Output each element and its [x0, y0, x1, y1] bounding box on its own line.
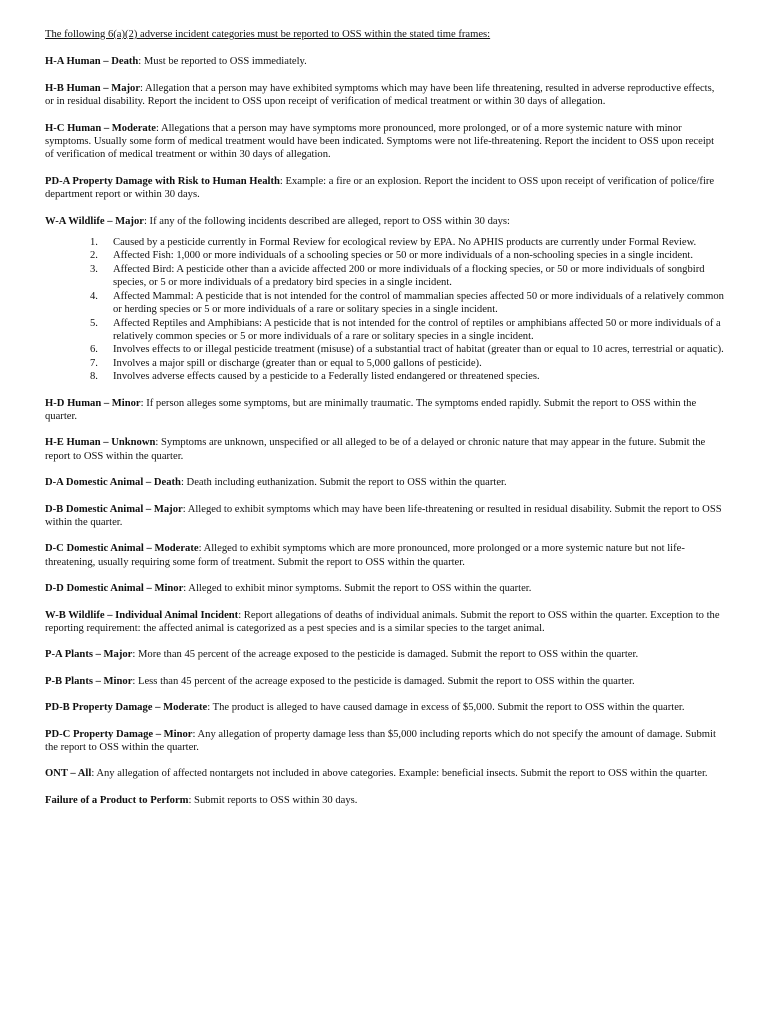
list-item: [45, 290, 725, 317]
category-p-b: [45, 675, 725, 688]
category-d-d: [45, 582, 725, 595]
list-number: 4.: [90, 290, 98, 302]
list-text: Involves effects to or illegal pesticide treatment (misuse) of a substantial tract of habitat (greater than or equal to 10 acres, terrestrial or aquatic).: [113, 344, 724, 356]
category-description: : Death including euthanization. Submit the report to OSS within the quarter.: [180, 477, 507, 489]
list-number: 5.: [90, 317, 98, 329]
category-term: PD-B Property Damage – Moderate: [45, 702, 208, 714]
list-text: Affected Bird: A pesticide other than a avicide affected 200 or more individuals of a flocking species, or 50 or more individuals of songbird species, or 5 or more individuals of a predatory bird species in a single incident.: [113, 263, 705, 289]
list-item: [45, 343, 725, 356]
list-number: 3.: [90, 263, 98, 275]
category-description: : Allegations that a person may have symptoms more pronounced, more prolonged, or of a more systemic nature with minor symptoms. Usually some form of medical treatment would have been indicated. Symptoms were not life-threatening. Report the incident to OSS upon receipt of verification of medical treatment or within 30 days of allegation.: [45, 122, 715, 161]
category-term: P-B Plants – Minor: [45, 675, 133, 687]
category-p-a: [45, 648, 725, 661]
category-term: D-B Domestic Animal – Major: [45, 503, 183, 515]
category-h-a: [45, 55, 725, 68]
category-description: : Example: a fire or an explosion. Report the incident to OSS upon receipt of verification of police/fire department report or within 30 days.: [45, 175, 715, 201]
wildlife-criteria-list: [45, 236, 725, 383]
category-pd-c: [45, 728, 725, 755]
list-item: [45, 249, 725, 262]
list-text: Caused by a pesticide currently in Formal Review for ecological review by EPA. No APHIS products are currently under Formal Review.: [113, 237, 697, 249]
category-h-b: [45, 82, 725, 109]
category-d-a: [45, 476, 725, 489]
category-w-b: [45, 609, 725, 636]
category-term: H-A Human – Death: [45, 56, 139, 68]
category-term: H-E Human – Unknown: [45, 437, 156, 449]
list-text: Affected Fish: 1,000 or more individuals of a schooling species or 50 or more individuals of a non-schooling species in a single incident.: [113, 250, 693, 262]
category-h-e: [45, 436, 725, 463]
category-term: PD-A Property Damage with Risk to Human Health: [45, 175, 280, 187]
list-text: Involves adverse effects caused by a pesticide to a Federally listed endangered or threatened species.: [113, 371, 540, 383]
category-term: ONT – All: [45, 768, 92, 780]
list-text: Affected Mammal: A pesticide that is not intended for the control of mammalian species affected 50 or more individuals of a relatively common or herding species or 5 or more individuals of a rare or solitary species in a single incident.: [113, 290, 724, 316]
category-term: W-B Wildlife – Individual Animal Incident: [45, 609, 239, 621]
category-description: : The product is alleged to have caused damage in excess of $5,000. Submit the report to OSS within the quarter.: [207, 702, 685, 714]
category-term: P-A Plants – Major: [45, 649, 133, 661]
entries-section-b: [45, 397, 725, 808]
category-description: : Alleged to exhibit symptoms which may have been life-threatening or resulted in residual disability. Submit the report to OSS within the quarter.: [45, 503, 722, 528]
list-item: [45, 317, 725, 344]
category-description: : If any of the following incidents described are alleged, report to OSS within 30 days:: [143, 215, 510, 227]
category-d-c: [45, 542, 725, 569]
category-pd-a: [45, 175, 725, 202]
category-term: D-A Domestic Animal – Death: [45, 477, 181, 489]
category-h-d: [45, 397, 725, 424]
category-description: : Alleged to exhibit symptoms which are more pronounced, more prolonged or a more systemic nature but not life-threatening, usually requiring some form of treatment. Submit the report to OSS within the quarter.: [45, 543, 685, 568]
list-item: [45, 236, 725, 249]
category-description: : More than 45 percent of the acreage exposed to the pesticide is damaged. Submit the report to OSS within the quarter.: [132, 649, 639, 661]
category-term: H-D Human – Minor: [45, 397, 141, 409]
list-number: 1.: [90, 237, 98, 249]
list-text: Affected Reptiles and Amphibians: A pesticide that is not intended for the control of reptiles or amphibians affected 50 or more individuals of a relatively common species or 5 or more individuals of a rare or solitary species in a single incident.: [113, 317, 721, 342]
category-h-c: [45, 122, 725, 162]
list-item: [45, 357, 725, 370]
category-term: H-C Human – Moderate: [45, 122, 156, 134]
list-item: [45, 263, 725, 290]
category-description: : Allegation that a person may have exhibited symptoms which may have been life threatening, resulted in adverse reproductive effects, or in residual disability. Report the incident to OSS upon receipt of verification of medical treatment or within 30 days of allegation.: [45, 82, 715, 108]
category-description: : Must be reported to OSS immediately.: [138, 56, 307, 68]
category-description: : Submit reports to OSS within 30 days.: [188, 794, 358, 806]
category-term: D-D Domestic Animal – Minor: [45, 583, 184, 595]
category-description: : Any allegation of affected nontargets not included in above categories. Example: beneficial insects. Submit the report to OSS within the quarter.: [91, 768, 708, 780]
list-number: 7.: [90, 357, 98, 369]
category-term: D-C Domestic Animal – Moderate: [45, 543, 199, 555]
list-number: 2.: [90, 250, 98, 262]
category-description: : Any allegation of property damage less than $5,000 including reports which do not specify the amount of damage. Submit the report to OSS within the quarter.: [45, 728, 716, 754]
document-heading: The following 6(a)(2) adverse incident categories must be reported to OSS within the stated time frames:: [45, 29, 491, 40]
entries-section-a: [45, 55, 725, 228]
category-description: : Alleged to exhibit minor symptoms. Submit the report to OSS within the quarter.: [183, 583, 532, 595]
category-pd-b: [45, 701, 725, 714]
category-description: : Less than 45 percent of the acreage exposed to the pesticide is damaged. Submit the report to OSS within the quarter.: [132, 675, 635, 687]
category-d-b: [45, 503, 725, 530]
category-description: : If person alleges some symptoms, but are minimally traumatic. The symptoms ended rapidly. Submit the report to OSS within the quarter.: [45, 397, 697, 422]
list-item: [45, 370, 725, 383]
category-term: H-B Human – Major: [45, 82, 141, 94]
category-ont: [45, 767, 725, 780]
category-term: PD-C Property Damage – Minor: [45, 728, 193, 740]
list-text: Involves a major spill or discharge (greater than or equal to 5,000 gallons of pesticide).: [113, 357, 482, 369]
category-description: : Report allegations of deaths of individual animals. Submit the report to OSS within the quarter. Exception to the reporting requirement: the affected animal is categorized as a pest species and is a similar species to the target animal.: [45, 609, 720, 634]
category-term: W-A Wildlife – Major: [45, 215, 144, 227]
category-term: Failure of a Product to Perform: [45, 794, 189, 806]
category-description: : Symptoms are unknown, unspecified or all alleged to be of a delayed or chronic nature that may appear in the future. Submit the report to OSS within the quarter.: [45, 437, 706, 462]
category-failure-to-perform: [45, 794, 725, 807]
list-number: 8.: [90, 371, 98, 383]
list-number: 6.: [90, 344, 98, 356]
category-w-a: [45, 215, 725, 228]
document-page: [45, 28, 725, 820]
